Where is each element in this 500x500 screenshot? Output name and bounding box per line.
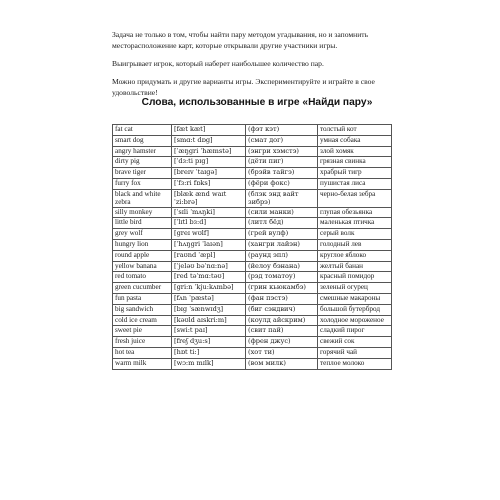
russian-transliteration-cell: (раунд эпл) <box>246 250 318 261</box>
english-phrase-cell: angry hamster <box>113 146 172 157</box>
russian-translation-cell: горячий чай <box>318 347 392 358</box>
table-row <box>113 358 392 369</box>
russian-translation-cell: грязная свинка <box>318 157 392 168</box>
table-row <box>113 229 392 240</box>
russian-transliteration-cell: (биг сэндвич) <box>246 304 318 315</box>
english-phrase-cell: silly monkey <box>113 207 172 218</box>
russian-translation-cell: серый волк <box>318 229 392 240</box>
table-row <box>113 250 392 261</box>
transcription-cell: [swi:t paɪ] <box>172 326 246 337</box>
intro-paragraph-1: Задача не только в том, чтобы найти пару методом угадывания, но и запомнить месторасположение карт, которые открывали другие участники игры. <box>112 30 369 50</box>
transcription-cell: [ˈdɜ:ti pɪg] <box>172 157 246 168</box>
transcription-cell: [fʌn ˈpæstə] <box>172 293 246 304</box>
russian-translation-cell: храбрый тигр <box>318 168 392 179</box>
russian-transliteration-cell: (вом милк) <box>246 358 318 369</box>
russian-translation-cell: желтый банан <box>318 261 392 272</box>
transcription-cell: [raʊnd ˈæpl] <box>172 250 246 261</box>
table-row <box>113 315 392 326</box>
russian-transliteration-cell: (френ джус) <box>246 337 318 348</box>
english-phrase-cell: yellow banana <box>113 261 172 272</box>
russian-translation-cell: теплое молоко <box>318 358 392 369</box>
english-phrase-cell: cold ice cream <box>113 315 172 326</box>
english-phrase-cell: little bird <box>113 218 172 229</box>
russian-translation-cell: глупая обезьянка <box>318 207 392 218</box>
english-phrase-cell: hot tea <box>113 347 172 358</box>
english-phrase-cell: furry fox <box>113 178 172 189</box>
table-row <box>113 207 392 218</box>
russian-transliteration-cell: (хот ти) <box>246 347 318 358</box>
russian-transliteration-cell: (блэк энд вайт зибрэ) <box>246 189 318 207</box>
english-phrase-cell: round apple <box>113 250 172 261</box>
russian-transliteration-cell: (фэт кэт) <box>246 125 318 136</box>
transcription-cell: [ˈjeləʊ bəˈnɑ:nə] <box>172 261 246 272</box>
table-row <box>113 347 392 358</box>
russian-translation-cell: красный помидор <box>318 272 392 283</box>
russian-transliteration-cell: (фёри фокс) <box>246 178 318 189</box>
english-phrase-cell: fat cat <box>113 125 172 136</box>
table-row <box>113 293 392 304</box>
transcription-cell: [bɪg ˈsænwɪdʒ] <box>172 304 246 315</box>
russian-translation-cell: черно-белая зебра <box>318 189 392 207</box>
russian-transliteration-cell: (энгри хэмстэ) <box>246 146 318 157</box>
russian-transliteration-cell: (брэйв тайгэ) <box>246 168 318 179</box>
table-row <box>113 304 392 315</box>
table-row <box>113 125 392 136</box>
english-phrase-cell: black and white zebra <box>113 189 172 207</box>
english-phrase-cell: fun pasta <box>113 293 172 304</box>
table-row <box>113 337 392 348</box>
section-heading: Слова, использованные в игре «Найди пару» <box>141 97 373 108</box>
russian-translation-cell: зеленый огурец <box>318 283 392 294</box>
russian-transliteration-cell: (смат дог) <box>246 135 318 146</box>
table-row <box>113 168 392 179</box>
transcription-cell: [fæt kæt] <box>172 125 246 136</box>
russian-translation-cell: толстый кот <box>318 125 392 136</box>
intro-paragraph-3: Можно придумать и другие варианты игры. Экспериментируйте и играйте в свое удовольствие! <box>112 77 375 97</box>
english-phrase-cell: grey wolf <box>113 229 172 240</box>
transcription-cell: [ˈæŋgri ˈhæmstə] <box>172 146 246 157</box>
russian-translation-cell: большой бутерброд <box>318 304 392 315</box>
russian-transliteration-cell: (грей вулф) <box>246 229 318 240</box>
english-phrase-cell: green cucumber <box>113 283 172 294</box>
english-phrase-cell: dirty pig <box>113 157 172 168</box>
table-row <box>113 239 392 250</box>
russian-transliteration-cell: (хангри лайэн) <box>246 239 318 250</box>
transcription-cell: [freʃ dʒu:s] <box>172 337 246 348</box>
transcription-cell: [kəʊld aɪskri:m] <box>172 315 246 326</box>
russian-transliteration-cell: (литл бёд) <box>246 218 318 229</box>
table-row <box>113 178 392 189</box>
russian-transliteration-cell: (грин кьюкамбэ) <box>246 283 318 294</box>
transcription-cell: [ˈfɜ:ri fɒks] <box>172 178 246 189</box>
transcription-cell: [ˈsɪli ˈmʌŋki] <box>172 207 246 218</box>
table-row <box>113 283 392 294</box>
russian-translation-cell: свежий сок <box>318 337 392 348</box>
russian-transliteration-cell: (сили манки) <box>246 207 318 218</box>
transcription-cell: [ˈlɪtl bɜ:d] <box>172 218 246 229</box>
english-phrase-cell: smart dog <box>113 135 172 146</box>
english-phrase-cell: brave tiger <box>113 168 172 179</box>
russian-translation-cell: смешные макароны <box>318 293 392 304</box>
english-phrase-cell: warm milk <box>113 358 172 369</box>
table-row <box>113 326 392 337</box>
word-table-body <box>113 125 392 370</box>
table-row <box>113 189 392 207</box>
russian-transliteration-cell: (рэд томатоу) <box>246 272 318 283</box>
russian-translation-cell: голодный лев <box>318 239 392 250</box>
table-row <box>113 135 392 146</box>
english-phrase-cell: big sandwich <box>113 304 172 315</box>
russian-transliteration-cell: (дёти пиг) <box>246 157 318 168</box>
transcription-cell: [red təˈmɑ:təʊ] <box>172 272 246 283</box>
russian-transliteration-cell: (фан пэстэ) <box>246 293 318 304</box>
english-phrase-cell: fresh juice <box>113 337 172 348</box>
russian-transliteration-cell: (коулд айскрим) <box>246 315 318 326</box>
transcription-cell: [hɒt ti:] <box>172 347 246 358</box>
table-row <box>113 218 392 229</box>
transcription-cell: [breɪv ˈtaɪgə] <box>172 168 246 179</box>
russian-translation-cell: холодное мороженое <box>318 315 392 326</box>
russian-translation-cell: круглое яблоко <box>318 250 392 261</box>
transcription-cell: [gri:n ˈkju:kʌmbə] <box>172 283 246 294</box>
transcription-cell: [ˈhʌŋgri ˈlaɪən] <box>172 239 246 250</box>
table-row <box>113 272 392 283</box>
russian-translation-cell: сладкий пирог <box>318 326 392 337</box>
table-row <box>113 157 392 168</box>
transcription-cell: [greɪ wʊlf] <box>172 229 246 240</box>
transcription-cell: [smɑ:t dɒg] <box>172 135 246 146</box>
transcription-cell: [wɔ:m mɪlk] <box>172 358 246 369</box>
english-phrase-cell: sweet pie <box>113 326 172 337</box>
russian-transliteration-cell: (йелоу бэнана) <box>246 261 318 272</box>
russian-translation-cell: умная собака <box>318 135 392 146</box>
russian-translation-cell: маленькая птичка <box>318 218 392 229</box>
intro-paragraph-2: Выигрывает игрок, который наберет наибольшее количество пар. <box>112 59 324 68</box>
transcription-cell: [blæk ænd waɪt ˈzi:brə] <box>172 189 246 207</box>
table-row <box>113 261 392 272</box>
russian-transliteration-cell: (свит пай) <box>246 326 318 337</box>
table-row <box>113 146 392 157</box>
russian-translation-cell: пушистая лиса <box>318 178 392 189</box>
english-phrase-cell: hungry lion <box>113 239 172 250</box>
english-phrase-cell: red tomato <box>113 272 172 283</box>
russian-translation-cell: злой хомяк <box>318 146 392 157</box>
word-table <box>112 124 392 370</box>
